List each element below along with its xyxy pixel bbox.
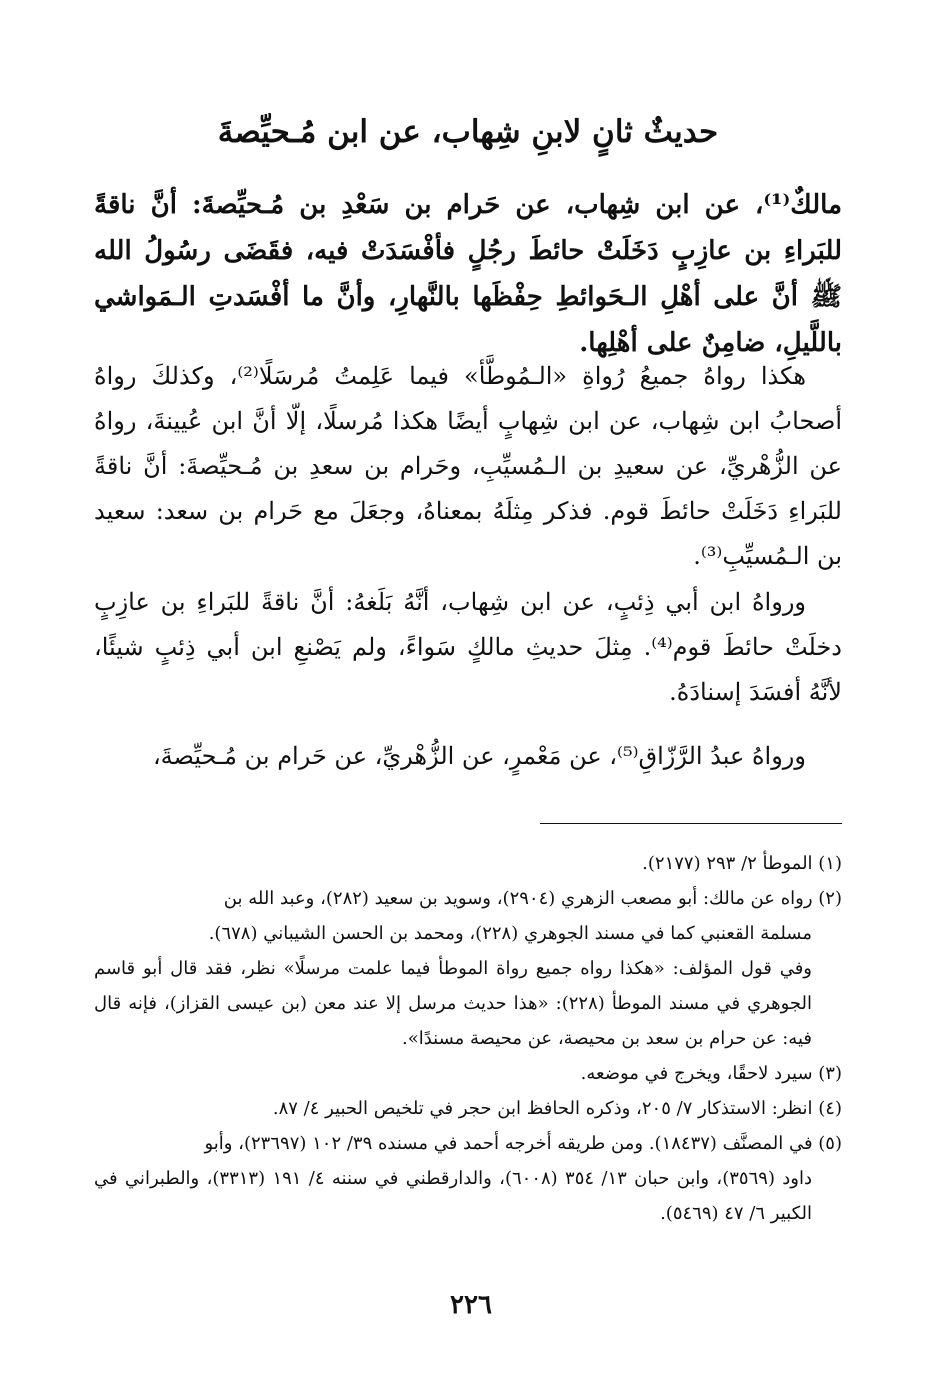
footnote-5-line-2: داود (٣٥٦٩)، وابن حبان ١٣/ ٣٥٤ (٦٠٠٨)، والدارقطني في سننه ٤/ ١٩١ (٣٣١٣)، والطبراني في الكبير ٦/ ٤٧ (٥٤٦٩). <box>94 1168 813 1224</box>
footnote-5-line-1: (٥) في المصنَّف (١٨٤٣٧). ومن طريقه أخرجه أحمد في مسنده ٣٩/ ١٠٢ (٢٣٦٩٧)، وأبو <box>204 1133 842 1154</box>
commentary-paragraph-1: هكذا رواهُ جميعُ رُواةِ «الـمُوطَّأ» فيما عَلِمتُ مُرسَلًا⁽²⁾، وكذلكَ رواهُ أصحابُ ابن شِهاب، عن ابن شِهابٍ أيضًا هكذا مُرسلًا، إلّا أنَّ ابن عُيينةَ، رواهُ عن الزُّهْريِّ، عن سعيدِ بن الـمُسيِّبِ، وحَرام بن سعدِ بن مُـحيِّصةَ: أنَّ ناقةً للبَراءِ دَخَلَتْ حائطَ قوم. فذكر مِثلَهُ بمعناهُ، وجعَلَ مع حَرام بن سعد: سعيد بن الـمُسيِّبِ⁽³⁾. <box>94 362 842 570</box>
footnote-divider <box>540 823 842 824</box>
footnote-2-line-1: (٢) رواه عن مالك: أبو مصعب الزهري (٢٩٠٤)، وسويد بن سعيد (٢٨٢)، وعبد الله بن <box>223 888 842 909</box>
commentary-paragraph-3: ورواهُ عبدُ الرَّزّاقِ⁽⁵⁾، عن مَعْمرٍ، عن الزُّهْريِّ، عن حَرام بن مُـحيِّصةَ، <box>152 742 806 770</box>
page-title: حديثٌ ثانٍ لابنِ شِهاب، عن ابن مُـحيِّصةَ <box>217 114 719 150</box>
footnote-2-line-2: مسلمة القعنبي كما في مسند الجوهري (٢٢٨)، ومحمد بن الحسن الشيباني (٦٧٨). <box>208 923 812 944</box>
footnote-1: (١) الموطأ ٢/ ٢٩٣ (٢١٧٧). <box>642 853 842 874</box>
footnote-3: (٣) سيرد لاحقًا، ويخرج في موضعه. <box>580 1063 842 1084</box>
footnotes-section <box>94 846 842 1231</box>
footnote-4: (٤) انظر: الاستذكار ٧/ ٢٠٥، وذكره الحافظ ابن حجر في تلخيص الحبير ٤/ ٨٧. <box>272 1098 842 1119</box>
page-number: ٢٢٦ <box>450 1290 492 1320</box>
hadith-text: مالكٌ⁽¹⁾، عن ابن شِهاب، عن حَرام بن سَعْدِ بن مُـحيِّصةَ: أنَّ ناقةً للبَراءِ بن عازِبٍ دَخَلَتْ حائطَ رجُلٍ فأفْسَدَتْ فيه، فقَضَى رسُولُ الله ﷺ أنَّ على أهْلِ الـحَوائطِ حِفْظَها بالنَّهارِ، وأنَّ ما أفْسَدتِ الـمَواشي باللَّيلِ، ضامِنٌ على أهْلِها. <box>94 190 842 358</box>
footnote-2-note: وفي قول المؤلف: «هكذا رواه جميع رواة الموطأ فيما علمت مرسلًا» نظر، فقد قال أبو قاسم الجوهري في مسند الموطأ (٢٢٨): «هذا حديث مرسل إلا عند معن (بن عيسى القزاز)، فإنه قال فيه: عن حرام بن سعد بن محيصة، عن محيصة مسندًا». <box>94 958 813 1049</box>
commentary-paragraph-2: ورواهُ ابن أبي ذِئبٍ، عن ابن شِهاب، أنَّهُ بَلَغهُ: أنَّ ناقةً للبَراءِ بن عازِبٍ دخلَتْ حائطَ قوم⁽⁴⁾. مِثلَ حديثِ مالكٍ سَواءً، ولم يَصْنعِ ابن أبي ذِئبٍ شيئًا، لأنَّهُ أفسَدَ إسنادَهُ. <box>94 588 842 706</box>
